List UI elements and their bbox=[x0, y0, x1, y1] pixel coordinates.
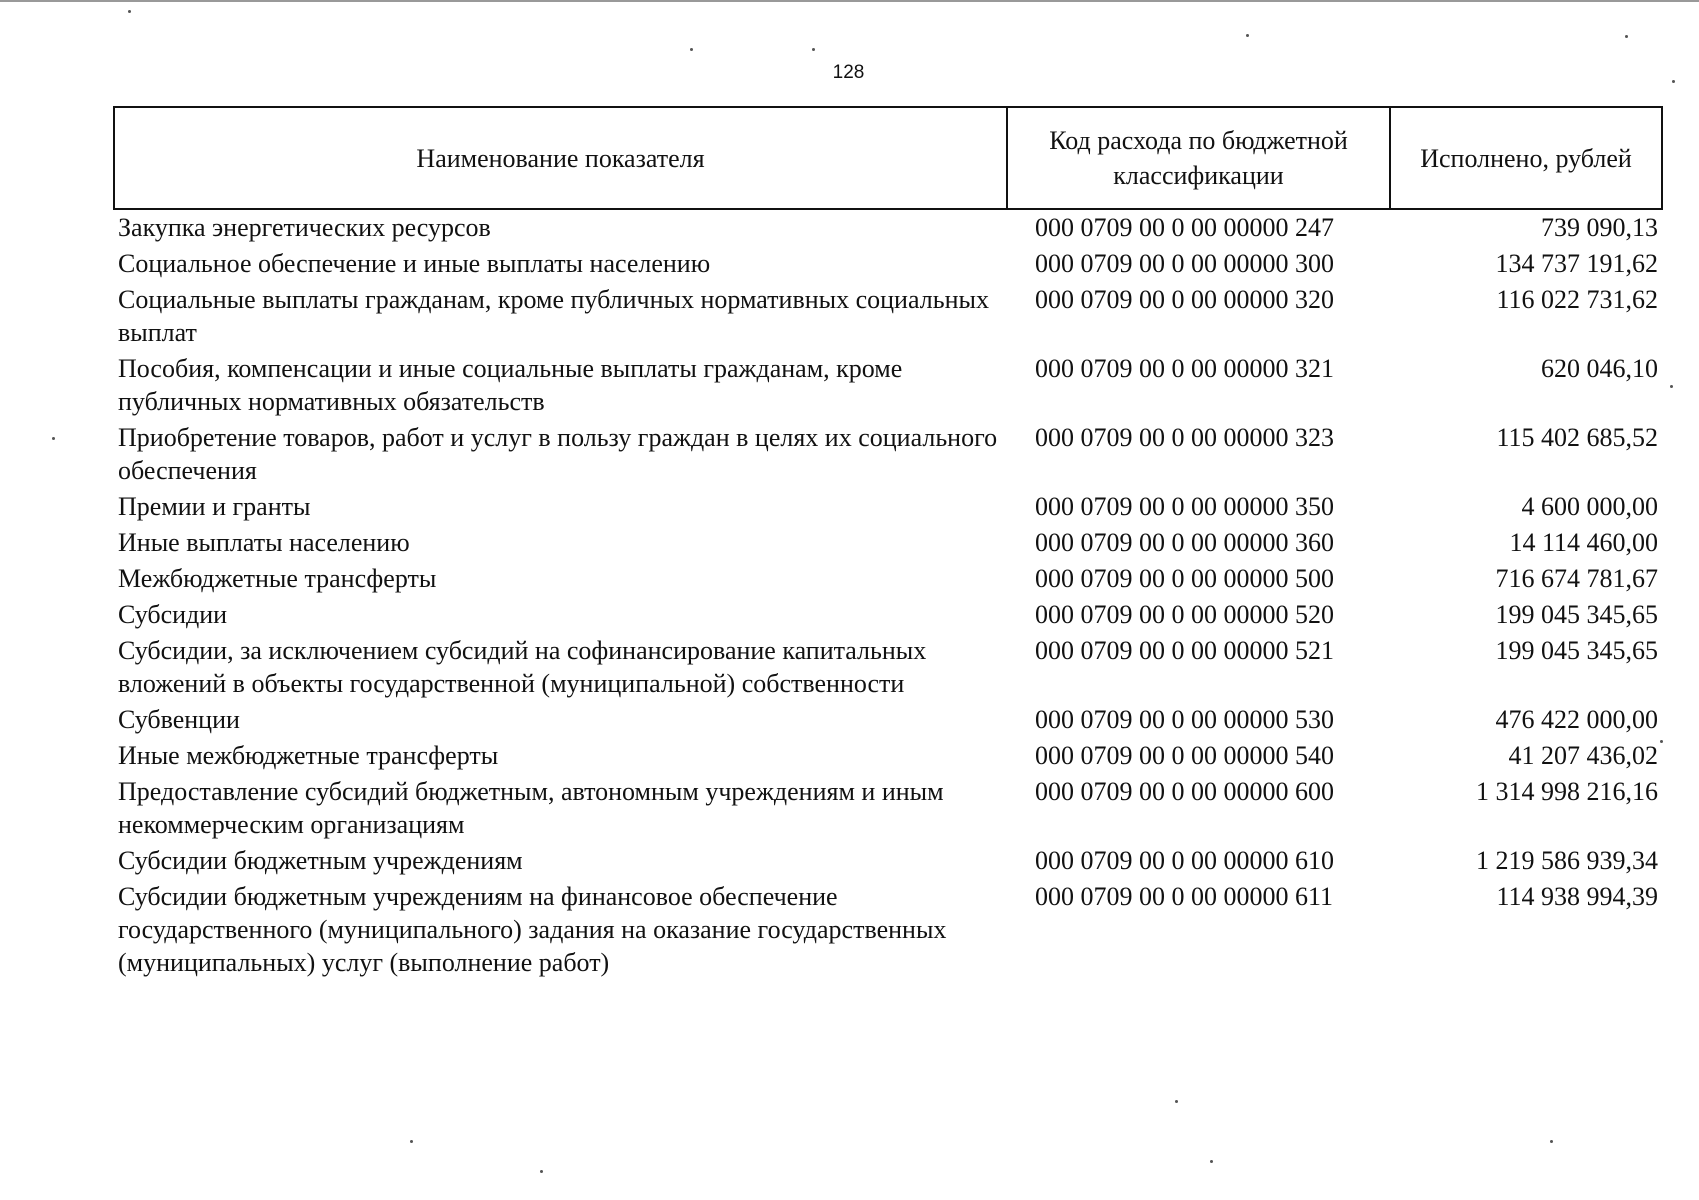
table-row bbox=[114, 738, 1662, 774]
row-code-cell: 000 0709 00 0 00 00000 350 bbox=[1035, 492, 1334, 521]
scan-speck bbox=[1625, 35, 1628, 38]
row-amount-cell: 4 600 000,00 bbox=[1521, 492, 1658, 521]
scan-speck bbox=[1175, 1100, 1178, 1103]
row-code-cell: 000 0709 00 0 00 00000 611 bbox=[1035, 882, 1334, 911]
row-name-cell: Иные выплаты населению bbox=[118, 528, 410, 557]
table-row bbox=[114, 879, 1662, 981]
table-body bbox=[114, 209, 1662, 981]
table-row bbox=[114, 209, 1662, 246]
row-name-cell: Приобретение товаров, работ и услуг в пользу граждан в целях их социального обеспечения bbox=[118, 423, 998, 485]
row-code-cell: 000 0709 00 0 00 00000 500 bbox=[1035, 564, 1334, 593]
table-row bbox=[114, 489, 1662, 525]
scan-speck bbox=[812, 48, 815, 51]
row-code-cell: 000 0709 00 0 00 00000 360 bbox=[1035, 528, 1334, 557]
table-row bbox=[114, 246, 1662, 282]
row-amount-cell: 1 314 998 216,16 bbox=[1476, 777, 1658, 806]
table-row bbox=[114, 351, 1662, 420]
scan-speck bbox=[1672, 80, 1675, 83]
row-name-cell: Субсидии bbox=[118, 600, 228, 629]
scan-speck bbox=[52, 437, 55, 440]
scan-speck bbox=[1550, 1140, 1553, 1143]
table-row bbox=[114, 282, 1662, 351]
row-amount-cell: 739 090,13 bbox=[1541, 213, 1658, 242]
scan-speck bbox=[690, 48, 693, 51]
scan-speck bbox=[1246, 34, 1249, 37]
row-code-cell: 000 0709 00 0 00 00000 520 bbox=[1035, 600, 1334, 629]
row-amount-cell: 620 046,10 bbox=[1541, 354, 1658, 383]
row-code-cell: 000 0709 00 0 00 00000 323 bbox=[1035, 423, 1334, 452]
header-executed-amount: Исполнено, рублей bbox=[1390, 107, 1662, 209]
row-name-cell: Межбюджетные трансферты bbox=[118, 564, 437, 593]
row-code-cell: 000 0709 00 0 00 00000 521 bbox=[1035, 636, 1334, 665]
scan-speck bbox=[1210, 1160, 1213, 1163]
table-row bbox=[114, 633, 1662, 702]
row-amount-cell: 41 207 436,02 bbox=[1508, 741, 1658, 770]
row-code-cell: 000 0709 00 0 00 00000 320 bbox=[1035, 285, 1334, 314]
row-name-cell: Премии и гранты bbox=[118, 492, 311, 521]
scan-speck bbox=[1670, 385, 1673, 388]
scan-speck bbox=[1660, 740, 1663, 743]
table-header bbox=[114, 107, 1662, 209]
scan-speck bbox=[410, 1140, 413, 1143]
table-row bbox=[114, 702, 1662, 738]
row-code-cell: 000 0709 00 0 00 00000 530 bbox=[1035, 705, 1334, 734]
row-amount-cell: 114 938 994,39 bbox=[1496, 882, 1658, 911]
table-row bbox=[114, 420, 1662, 489]
row-name-cell: Предоставление субсидий бюджетным, автономным учреждениям и иным некоммерческим организациям bbox=[118, 777, 944, 839]
row-amount-cell: 199 045 345,65 bbox=[1495, 636, 1658, 665]
row-name-cell: Субсидии бюджетным учреждениям на финансовое обеспечение государственного (муниципального) задания на оказание государственных (муниципальных) услуг (выполнение работ) bbox=[118, 882, 947, 977]
row-amount-cell: 14 114 460,00 bbox=[1509, 528, 1658, 557]
row-amount-cell: 116 022 731,62 bbox=[1496, 285, 1658, 314]
row-name-cell: Субсидии бюджетным учреждениям bbox=[118, 846, 523, 875]
row-name-cell: Иные межбюджетные трансферты bbox=[118, 741, 499, 770]
scan-speck bbox=[540, 1170, 543, 1173]
row-amount-cell: 199 045 345,65 bbox=[1495, 600, 1658, 629]
row-name-cell: Закупка энергетических ресурсов bbox=[118, 213, 491, 242]
table-row bbox=[114, 561, 1662, 597]
row-amount-cell: 476 422 000,00 bbox=[1495, 705, 1658, 734]
row-amount-cell: 115 402 685,52 bbox=[1496, 423, 1658, 452]
row-amount-cell: 1 219 586 939,34 bbox=[1476, 846, 1658, 875]
table-row bbox=[114, 597, 1662, 633]
row-name-cell: Субвенции bbox=[118, 705, 240, 734]
row-name-cell: Пособия, компенсации и иные социальные выплаты гражданам, кроме публичных нормативных обязательств bbox=[118, 354, 903, 416]
table-row bbox=[114, 525, 1662, 561]
table-header-row bbox=[114, 107, 1662, 209]
scan-speck bbox=[128, 10, 131, 13]
row-amount-cell: 716 674 781,67 bbox=[1495, 564, 1658, 593]
scan-top-edge bbox=[0, 0, 1699, 2]
row-name-cell: Социальные выплаты гражданам, кроме публичных нормативных социальных выплат bbox=[118, 285, 989, 347]
row-code-cell: 000 0709 00 0 00 00000 610 bbox=[1035, 846, 1334, 875]
budget-execution-table bbox=[113, 106, 1663, 981]
table-row bbox=[114, 774, 1662, 843]
row-code-cell: 000 0709 00 0 00 00000 600 bbox=[1035, 777, 1334, 806]
row-code-cell: 000 0709 00 0 00 00000 540 bbox=[1035, 741, 1334, 770]
page-number: 128 bbox=[832, 62, 865, 83]
row-code-cell: 000 0709 00 0 00 00000 247 bbox=[1035, 213, 1334, 242]
row-amount-cell: 134 737 191,62 bbox=[1495, 249, 1658, 278]
row-name-cell: Субсидии, за исключением субсидий на софинансирование капитальных вложений в объекты государственной (муниципальной) собственности bbox=[118, 636, 927, 698]
header-indicator-name: Наименование показателя bbox=[114, 107, 1007, 209]
row-name-cell: Социальное обеспечение и иные выплаты населению bbox=[118, 249, 711, 278]
table-row bbox=[114, 843, 1662, 879]
row-code-cell: 000 0709 00 0 00 00000 321 bbox=[1035, 354, 1334, 383]
row-code-cell: 000 0709 00 0 00 00000 300 bbox=[1035, 249, 1334, 278]
header-budget-code: Код расхода по бюджетной классификации bbox=[1007, 107, 1390, 209]
